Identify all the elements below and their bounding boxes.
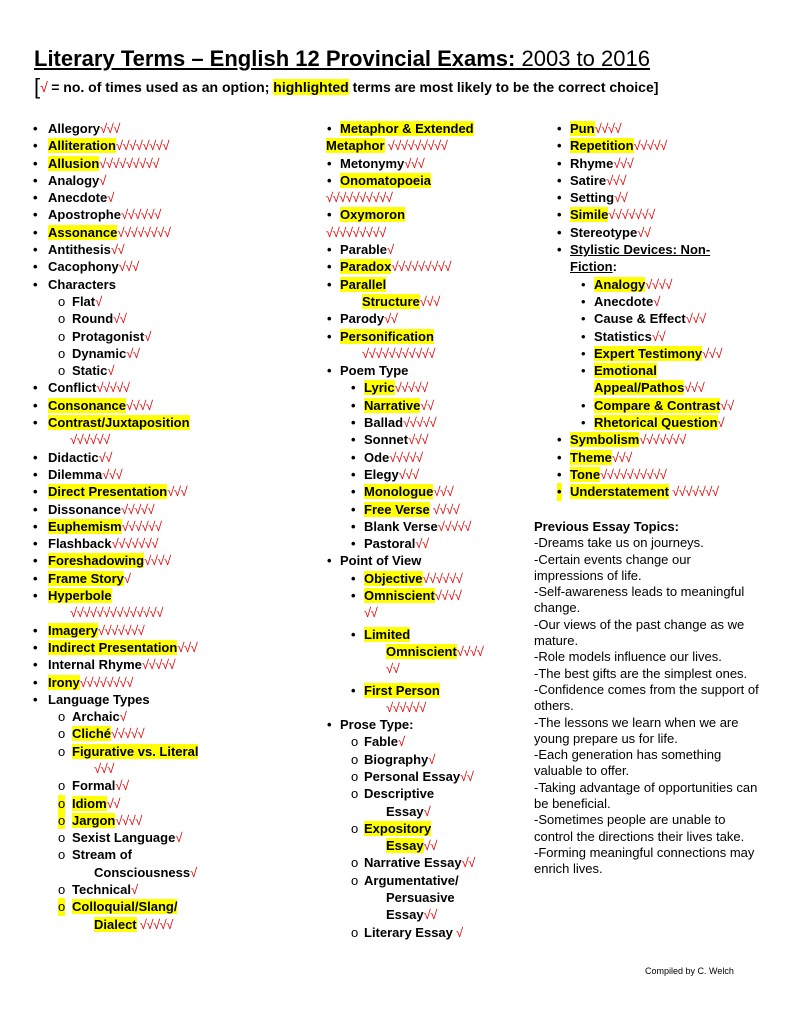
term-metonymy: • Metonymy√√√ — [327, 155, 425, 171]
terms-column-3 — [556, 120, 734, 501]
term-figurative: o Figurative vs. Literal √√√ — [58, 743, 199, 776]
term-hyperbole: • Hyperbole √√√√√√√√√√√√√√ — [33, 588, 163, 621]
term-protagonist: o Protagonist√ — [58, 328, 151, 344]
term-compare-contrast: • Compare & Contrast√√ — [581, 397, 734, 413]
essay-topic: -Certain events change our impressions of life. — [534, 551, 691, 583]
term-dissonance: • Dissonance√√√√√ — [33, 501, 155, 517]
term-onomatopoeia: • Onomatopoeia √√√√√√√√√√ — [326, 172, 432, 206]
footer-credit: Compiled by C. Welch — [645, 966, 734, 976]
term-poem-type: • Poem Type — [327, 363, 409, 379]
term-biography: o Biography√ — [351, 751, 435, 767]
term-personal-essay: o Personal Essay√√ — [351, 768, 474, 784]
term-cacophony: • Cacophony√√√ — [33, 259, 139, 275]
term-allusion: • Allusion√√√√√√√√√ — [33, 155, 159, 171]
term-personification: • Personification √√√√√√√√√√√ — [327, 328, 435, 361]
term-nf-analogy: • Analogy√√√√ — [581, 276, 672, 292]
term-jargon: o Jargon√√√√ — [58, 812, 142, 828]
term-literary-essay: o Literary Essay √ — [351, 924, 463, 940]
term-parable: • Parable√ — [327, 242, 394, 258]
term-emotional-appeal: • Emotional Appeal/Pathos√√√ — [581, 363, 705, 396]
term-omniscient: • Omniscient√√√√ √√ — [351, 588, 462, 621]
essay-topics-heading: Previous Essay Topics: — [534, 519, 679, 534]
essay-topic: -Taking advantage of opportunities can be beneficial. — [534, 779, 758, 812]
page-title: Literary Terms – English 12 Provincial Exams: 2003 to 2016 — [34, 46, 650, 71]
term-argumentative-essay: o Argumentative/ Persuasive Essay√√ — [351, 872, 459, 923]
essay-topic: -Dreams take us on journeys. — [534, 535, 704, 551]
term-understatement: • Understatement √√√√√√√ — [557, 484, 719, 500]
term-blank-verse: • Blank Verse√√√√√ — [351, 518, 471, 534]
term-setting: • Setting√√ — [557, 190, 628, 206]
term-parallel-structure: • Parallel Structure√√√ — [327, 276, 440, 309]
term-dynamic: o Dynamic√√ — [58, 345, 140, 361]
page-subtitle: [√ = no. of times used as an option; highlighted terms are most likely to be the correct choice] — [34, 74, 659, 99]
term-didactic: • Didactic√√ — [33, 449, 112, 465]
term-contrast: • Contrast/Juxtaposition √√√√√√ — [33, 415, 190, 448]
term-descriptive-essay: o Descriptive Essay√ — [351, 786, 435, 819]
terms-column-2 — [326, 120, 483, 941]
term-dilemma: • Dilemma√√√ — [33, 466, 123, 482]
term-antithesis: • Antithesis√√ — [33, 242, 125, 258]
term-allegory: • Allegory√√√ — [33, 121, 120, 136]
essay-topic: -Forming meaningful connections may enrich lives. — [534, 844, 755, 877]
term-pastoral: • Pastoral√√ — [351, 536, 429, 552]
term-expository-essay: o Expository Essay√√ — [351, 820, 437, 854]
term-parody: • Parody√√ — [327, 311, 398, 327]
term-flashback: • Flashback√√√√√√√ — [33, 536, 159, 552]
term-prose-type: • Prose Type: — [327, 717, 414, 733]
term-elegy: • Elegy√√√ — [351, 466, 419, 482]
term-pun: • Pun√√√√ — [557, 121, 622, 136]
essay-topic: -The lessons we learn when we are young prepare us for life. — [534, 714, 739, 746]
term-irony: • Irony√√√√√√√√ — [33, 674, 133, 690]
term-ballad: • Ballad√√√√√ — [351, 415, 437, 431]
term-objective: • Objective√√√√√√ — [351, 570, 463, 586]
term-idiom: o Idiom√√ — [58, 795, 120, 811]
term-stylistic-devices: • Stylistic Devices: Non- Fiction: — [557, 242, 711, 275]
term-conflict: • Conflict√√√√√ — [33, 380, 130, 396]
essay-topic: -Self-awareness leads to meaningful change. — [534, 584, 745, 616]
term-first-person: • First Person √√√√√√ — [351, 682, 440, 715]
term-ode: • Ode√√√√√ — [351, 449, 423, 465]
essay-topic: -Each generation has something valuable to offer. — [534, 747, 722, 779]
term-narrative-essay: o Narrative Essay√√ — [351, 855, 475, 871]
term-internal-rhyme: • Internal Rhyme√√√√√ — [33, 657, 176, 673]
term-oxymoron: • Oxymoron √√√√√√√√√ — [326, 207, 406, 240]
term-colloquial: o Colloquial/Slang/ Dialect √√√√√ — [58, 899, 178, 932]
term-assonance: • Assonance√√√√√√√√ — [33, 224, 171, 240]
term-sexist-language: o Sexist Language√ — [58, 830, 182, 846]
essay-topics — [534, 519, 759, 878]
term-formal: o Formal√√ — [58, 778, 129, 794]
term-apostrophe: • Apostrophe√√√√√√ — [33, 207, 161, 223]
term-stream-of-consciousness: o Stream of Consciousness√ — [58, 847, 197, 880]
term-narrative: • Narrative√√ — [351, 397, 434, 413]
term-fable: o Fable√ — [351, 734, 405, 750]
term-symbolism: • Symbolism√√√√√√√ — [557, 432, 686, 448]
term-paradox: • Paradox√√√√√√√√√ — [327, 259, 452, 275]
essay-topic: -Sometimes people are unable to control the directions their lives take. — [534, 812, 745, 844]
term-foreshadowing: • Foreshadowing√√√√ — [33, 553, 171, 569]
term-analogy: • Analogy√ — [33, 172, 106, 188]
term-imagery: • Imagery√√√√√√√ — [33, 622, 145, 638]
term-point-of-view: • Point of View — [327, 553, 422, 569]
term-metaphor: • Metaphor & Extended Metaphor √√√√√√√√√ — [326, 121, 474, 154]
term-direct-presentation: • Direct Presentation√√√ — [33, 484, 188, 500]
term-euphemism: • Euphemism√√√√√√ — [33, 518, 162, 534]
term-indirect-presentation: • Indirect Presentation√√√ — [33, 639, 198, 655]
term-simile: • Simile√√√√√√√ — [557, 207, 655, 223]
term-static: o Static√ — [58, 363, 115, 379]
essay-topic: -Our views of the past change as we mature. — [534, 616, 745, 649]
term-cliche: o Cliché√√√√√ — [58, 726, 145, 742]
term-rhetorical-question: • Rhetorical Question√ — [581, 415, 725, 431]
term-anecdote: • Anecdote√ — [33, 190, 114, 206]
term-nf-anecdote: • Anecdote√ — [581, 293, 660, 309]
term-lyric: • Lyric√√√√√ — [351, 380, 428, 396]
term-expert-testimony: • Expert Testimony√√√ — [581, 345, 723, 361]
essay-topic: -Role models influence our lives. — [534, 649, 722, 665]
term-limited-omniscient: • Limited Omniscient√√√√ √√ — [351, 626, 484, 677]
term-monologue: • Monologue√√√ — [351, 484, 454, 500]
term-free-verse: • Free Verse √√√√ — [351, 501, 460, 517]
term-characters: • Characters — [33, 276, 116, 292]
term-consonance: • Consonance√√√√ — [33, 397, 153, 413]
term-statistics: • Statistics√√ — [581, 328, 666, 344]
essay-topic: -Confidence comes from the support of others. — [534, 681, 759, 714]
term-satire: • Satire√√√ — [557, 172, 627, 188]
terms-column-1 — [0, 120, 198, 933]
term-sonnet: • Sonnet√√√ — [351, 432, 428, 448]
term-rhyme: • Rhyme√√√ — [557, 155, 634, 171]
term-language-types: • Language Types — [33, 691, 150, 707]
term-flat: o Flat√ — [58, 293, 102, 309]
term-alliteration: • Alliteration√√√√√√√√ — [33, 138, 169, 154]
essay-topic: -The best gifts are the simplest ones. — [534, 665, 748, 681]
term-theme: • Theme√√√ — [557, 449, 632, 465]
term-tone: • Tone√√√√√√√√√√ — [557, 466, 667, 482]
term-repetition: • Repetition√√√√√ — [557, 138, 667, 154]
term-cause-effect: • Cause & Effect√√√ — [581, 311, 706, 327]
term-technical: o Technical√ — [58, 882, 138, 898]
term-frame-story: • Frame Story√ — [33, 570, 131, 586]
term-archaic: o Archaic√ — [58, 709, 127, 725]
term-round: o Round√√ — [58, 311, 127, 327]
term-stereotype: • Stereotype√√ — [557, 224, 651, 240]
